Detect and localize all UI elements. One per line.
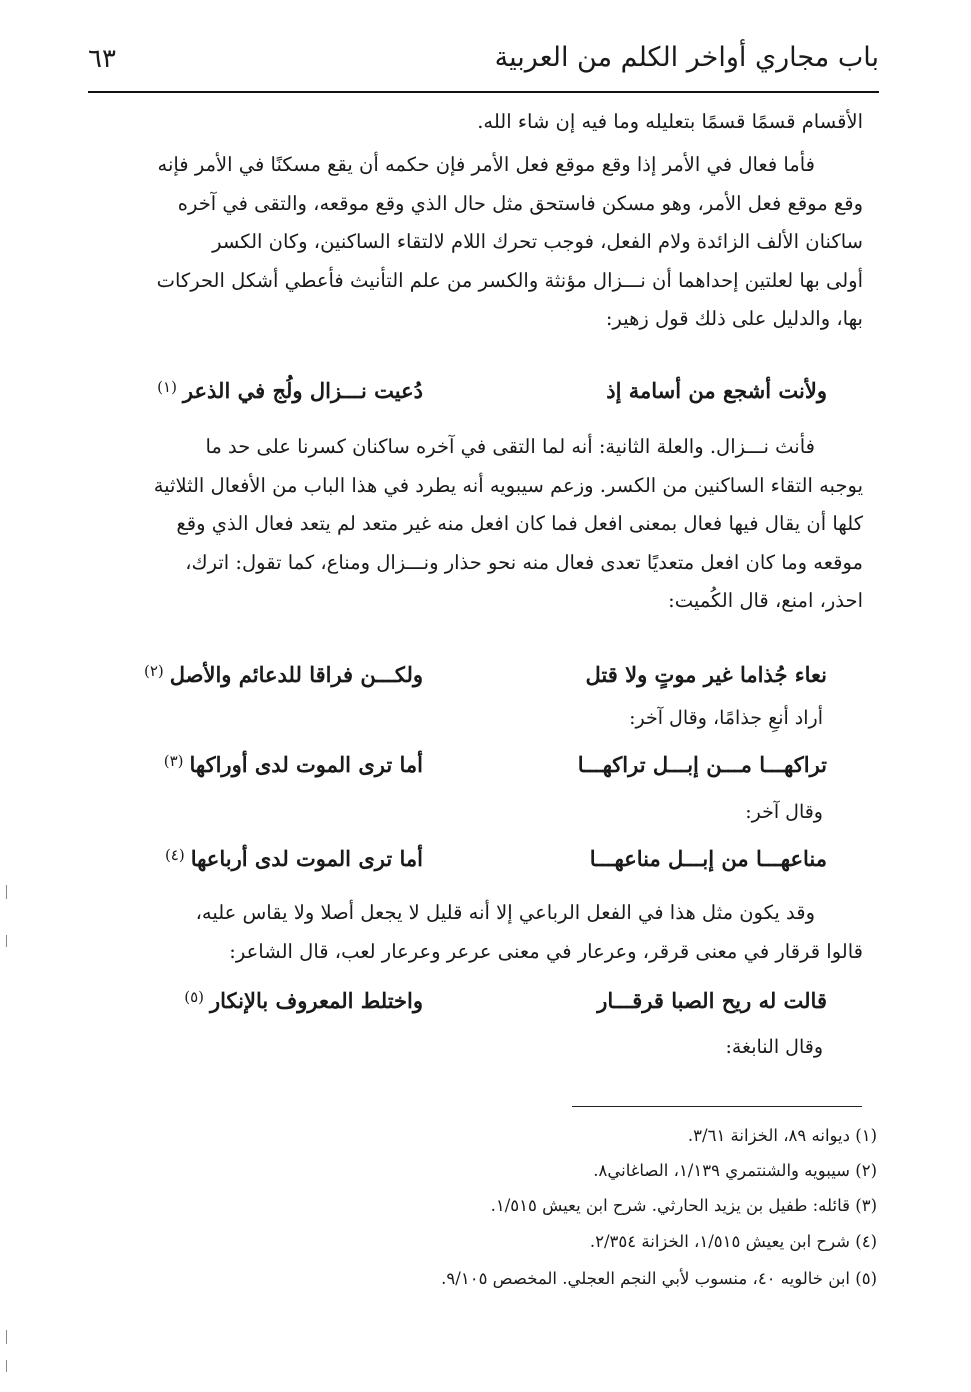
scan-gutter-mark <box>6 1360 7 1372</box>
verse-second-hemistich <box>184 988 423 1013</box>
transition-line: وقال آخر: <box>745 801 823 823</box>
text-line: قالوا قرقار في معنى قرقر، وعرعار في معنى عرعر وعرعار لعب، قال الشاعر: <box>229 939 863 963</box>
text-line: أولى بها لعلتين إحداهما أن نـــزال مؤنثة والكسر من علم التأنيث فأعطي أشكل الحركات <box>156 268 863 292</box>
paragraph-rubai <box>96 894 863 971</box>
scan-gutter-mark <box>6 885 7 899</box>
footnote-ref: (٥) <box>184 988 204 1006</box>
text-line: ساكنان الألف الزائدة ولام الفعل، فوجب تحرك اللام لالتقاء الساكنين، وكان الكسر <box>212 230 863 253</box>
verse-line <box>96 378 863 418</box>
verse-second-hemistich <box>157 378 423 403</box>
text-line: بها، والدليل على ذلك قول زهير: <box>605 307 863 330</box>
text-line: يوجبه التقاء الساكنين من الكسر. وزعم سيبويه أنه يطرد في هذا الباب من الأفعال الثلاثية <box>153 473 863 497</box>
footnote: (٤) شرح ابن يعيش ١/٥١٥، الخزانة ٢/٣٥٤. <box>589 1232 877 1251</box>
verse-line <box>96 752 863 792</box>
verse-second-hemistich <box>164 752 423 777</box>
running-title: باب مجاري أواخر الكلم من العربية <box>494 42 879 73</box>
verse-text: ولكـــن فراقا للدعائم والأصل <box>169 662 423 687</box>
footnote-ref: (٤) <box>164 846 185 864</box>
footnote-rule <box>572 1106 862 1107</box>
text-line: كلها أن يقال فيها فعال بمعنى افعل فما كان افعل منه غير متعد لم يتعد فعال الذي وقع <box>176 512 863 535</box>
verse-first-hemistich: مناعهـــا من إبـــل مناعهـــا <box>589 846 827 871</box>
verse-first-hemistich: تراكهـــا مـــن إبـــل تراكهـــا <box>577 752 827 777</box>
verse-line <box>96 846 863 886</box>
text-line: موقعه وما كان افعل متعديًا تعدى فعال منه نحو حذار ونـــزال ومناع، كما تقول: اترك، <box>185 550 863 574</box>
verse-text: أما ترى الموت لدى أرباعها <box>190 846 423 871</box>
page-header <box>88 34 879 92</box>
footnote-ref: (١) <box>157 378 177 396</box>
text-line: وقد يكون مثل هذا في الفعل الرباعي إلا أنه قليل لا يجعل أصلا ولا يقاس عليه، <box>195 901 815 924</box>
footnote: (٢) سيبويه والشنتمري ١/١٣٩، الصاغاني٨. <box>593 1161 877 1180</box>
footnote: (٣) قائله: طفيل بن يزيد الحارثي. شرح ابن يعيش ١/٥١٥. <box>490 1196 877 1215</box>
header-rule <box>88 91 879 93</box>
page-number: ٦٣ <box>88 44 116 74</box>
verse-text: دُعيت نـــزال ولُج في الذعر <box>182 378 423 403</box>
verse-first-hemistich: نعاء جُذاما غير موتٍ ولا قتل <box>585 662 827 687</box>
verse-second-hemistich <box>165 846 423 871</box>
scan-gutter-mark <box>6 1330 7 1344</box>
verse-first-hemistich: ولأنت أشجع من أسامة إذ <box>606 378 827 403</box>
footnote: (٥) ابن خالويه ٤٠، منسوب لأبي النجم العجلي. المخصص ٩/١٠٥. <box>441 1269 877 1288</box>
paragraph-intro <box>96 103 863 142</box>
transition-line: أراد أنعِ جذامًا، وقال آخر: <box>629 707 823 729</box>
verse-line <box>96 988 863 1028</box>
footnote-ref: (٣) <box>163 752 184 770</box>
text-line: الأقسام قسمًا قسمًا بتعليله وما فيه إن شاء الله. <box>477 110 863 133</box>
footnote: (١) ديوانه ٨٩، الخزانة ٣/٦١. <box>687 1126 877 1145</box>
footnote-ref: (٢) <box>143 662 164 680</box>
text-line: احذر، امنع، قال الكُميت: <box>668 589 863 612</box>
verse-text: واختلط المعروف بالإنكار <box>209 988 423 1013</box>
paragraph-faal-amr <box>96 146 863 339</box>
text-line: فأنث نـــزال. والعلة الثانية: أنه لما التقى في آخره ساكنان كسرنا على حد ما <box>205 435 815 458</box>
paragraph-second-reason <box>96 428 863 621</box>
verse-text: أما ترى الموت لدى أوراكها <box>189 752 423 777</box>
verse-second-hemistich <box>144 662 423 687</box>
text-line: وقع موقع فعل الأمر، وهو مسكن فاستحق مثل حال الذي وقع موقعه، والتقى في آخره <box>177 191 863 215</box>
transition-line: وقال النابغة: <box>725 1036 823 1058</box>
text-line: فأما فعال في الأمر إذا وقع موقع فعل الأمر فإن حكمه أن يقع مسكنًا في الأمر فإنه <box>157 153 815 176</box>
scan-gutter-mark <box>6 935 7 947</box>
verse-first-hemistich: قالت له ريح الصبا قرقـــار <box>597 988 827 1013</box>
verse-line <box>96 662 863 702</box>
